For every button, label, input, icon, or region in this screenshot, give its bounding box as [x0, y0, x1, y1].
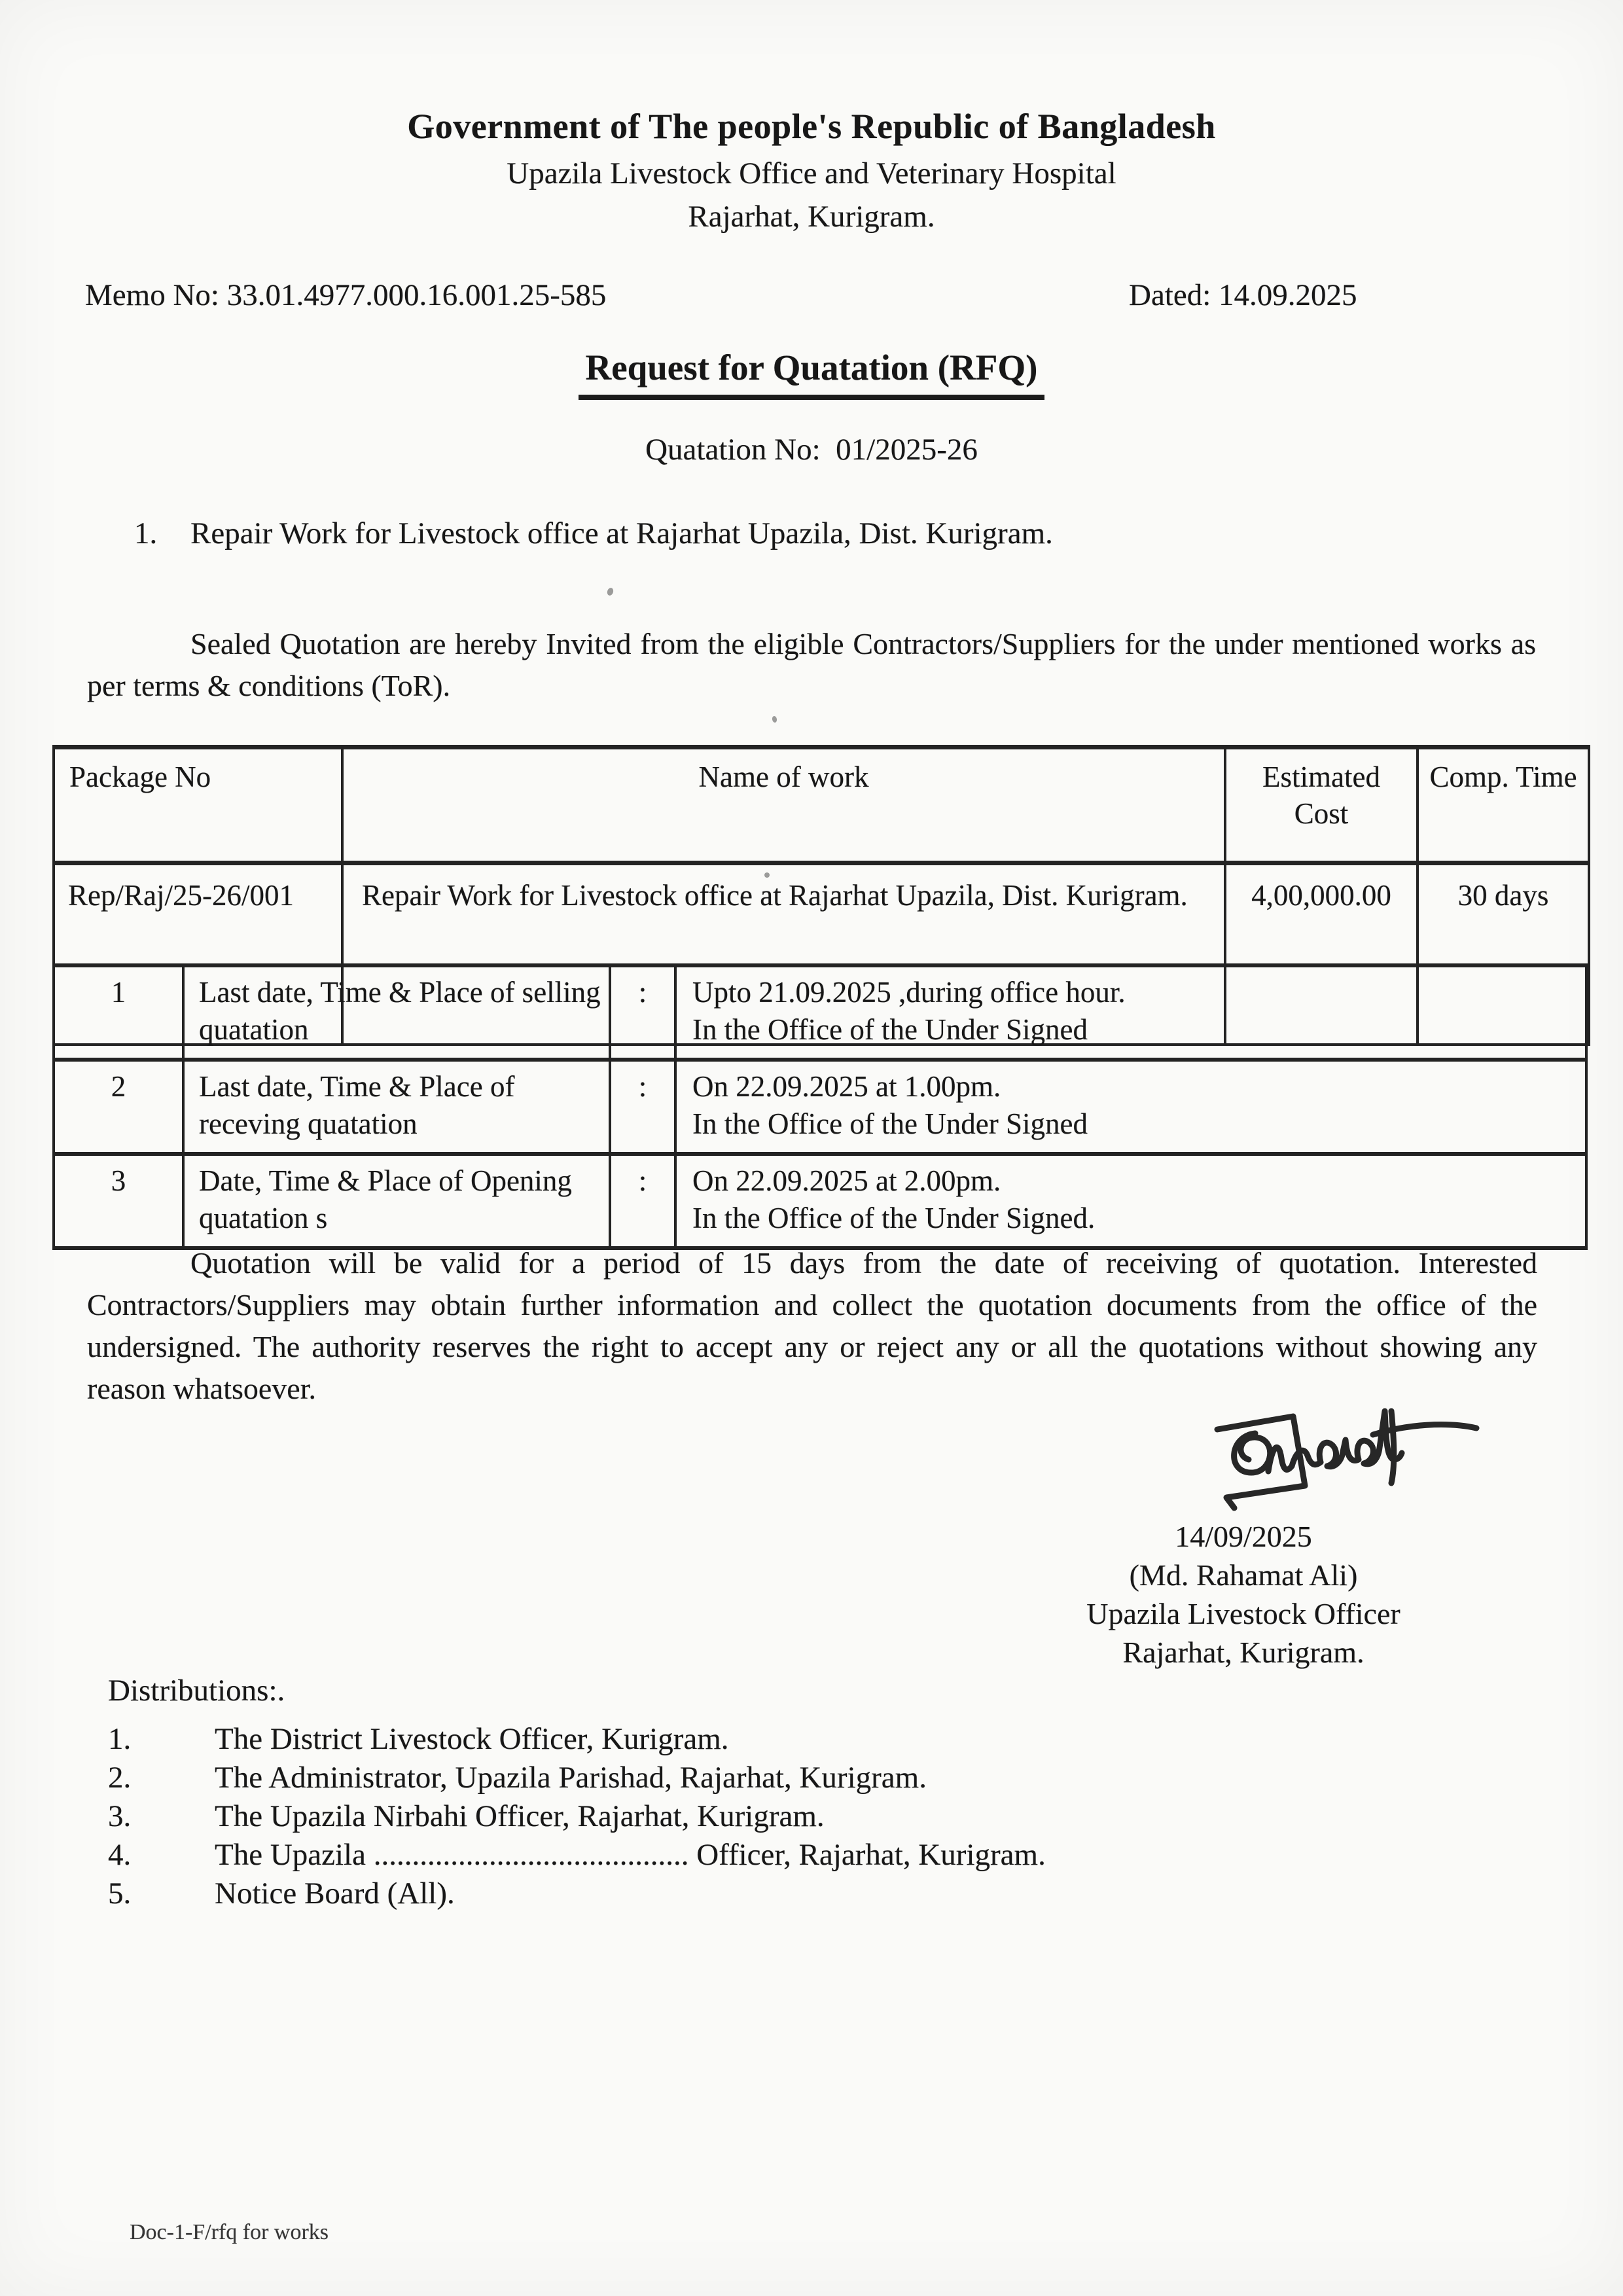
schedule-sl-cell: 1: [54, 965, 183, 1060]
schedule-label-cell: Date, Time & Place of Opening quatation s: [183, 1154, 610, 1248]
schedule-label-cell: Last date, Time & Place of receving quatation: [183, 1060, 610, 1154]
schedule-value-cell: [675, 1154, 1586, 1248]
schedule-value-line1: Upto 21.09.2025 ,during office hour.: [692, 976, 1126, 1009]
work-table-header-row: [54, 747, 1589, 863]
schedule-colon-cell: :: [610, 965, 675, 1060]
list-item-number: 1.: [108, 1722, 132, 1756]
work-table-header-cost: Estimated Cost: [1225, 747, 1418, 863]
list-item-text: Notice Board (All).: [215, 1876, 455, 1910]
work-item-number: 1.: [134, 516, 158, 550]
work-table-cost-cell: 4,00,000.00: [1225, 863, 1418, 1045]
schedule-row: [54, 1060, 1586, 1154]
signature-scribble: [1195, 1393, 1483, 1520]
validity-paragraph: Quotation will be valid for a period of 15 days from the date of receiving of quotation. Interested Contractors/Suppliers may obtain further information and collect the quotation documents from the office of the undersigned. The authority reserves the right to accept any or reject any or all the quotations without showing any reason whatsoever.: [87, 1246, 1537, 1405]
schedule-value-line2: In the Office of the Under Signed: [692, 1107, 1088, 1140]
list-item-number: 4.: [108, 1838, 132, 1872]
signatory-location: Rajarhat, Kurigram.: [1122, 1636, 1364, 1669]
list-item: [108, 1797, 1351, 1836]
intro-paragraph: Sealed Quotation are hereby Invited from the eligible Contractors/Suppliers for the under mentioned works as per terms & conditions (ToR).: [87, 627, 1536, 702]
schedule-table: [52, 963, 1588, 1250]
signature-ink: [1195, 1393, 1483, 1520]
memo-date: Dated: 14.09.2025: [1129, 278, 1357, 312]
signatory-title: Upazila Livestock Officer: [1086, 1597, 1400, 1630]
quotation-number: Quatation No: 01/2025-26: [645, 433, 978, 467]
schedule-row: [54, 1154, 1586, 1248]
work-item-text: Repair Work for Livestock office at Rajarhat Upazila, Dist. Kurigram.: [190, 516, 1053, 550]
list-item: [108, 1836, 1351, 1874]
work-table-name-cell: Repair Work for Livestock office at Rajarhat Upazila, Dist. Kurigram.: [342, 863, 1225, 1045]
signature-block: [1011, 1517, 1476, 1672]
schedule-colon-cell: :: [610, 1154, 675, 1248]
signatory-name: (Md. Rahamat Ali): [1129, 1558, 1358, 1592]
doc-reference: Doc-1-F/rfq for works: [130, 2220, 329, 2244]
list-item: [108, 1759, 1351, 1797]
work-item-line: [134, 516, 1053, 551]
work-table-package-cell: Rep/Raj/25-26/001: [54, 863, 342, 1045]
schedule-value-line2: In the Office of the Under Signed.: [692, 1202, 1096, 1234]
list-item-text: The Upazila Nirbahi Officer, Rajarhat, Kurigram.: [215, 1799, 825, 1833]
letterhead: [0, 106, 1623, 234]
schedule-row: [54, 965, 1586, 1060]
list-item: [108, 1874, 1351, 1913]
list-item: [108, 1720, 1351, 1759]
list-item-number: 2.: [108, 1761, 132, 1795]
scan-artifact: [606, 587, 614, 596]
list-item-number: 5.: [108, 1876, 132, 1910]
schedule-value-line1: On 22.09.2025 at 2.00pm.: [692, 1164, 1001, 1197]
office-name: Upazila Livestock Office and Veterinary Hospital: [507, 156, 1116, 190]
office-location: Rajarhat, Kurigram.: [688, 200, 935, 234]
schedule-sl-cell: 3: [54, 1154, 183, 1248]
list-item-number: 3.: [108, 1799, 132, 1833]
work-table-header-name: Name of work: [342, 747, 1225, 863]
signature-date: 14/09/2025: [1175, 1520, 1312, 1553]
rfq-title-wrap: [0, 347, 1623, 400]
memo-number: Memo No: 33.01.4977.000.16.001.25-585: [85, 278, 607, 312]
distributions: [108, 1673, 1351, 1913]
schedule-value-line2: In the Office of the Under Signed: [692, 1013, 1088, 1046]
work-table-header-time: Comp. Time: [1418, 747, 1589, 863]
list-item-text: The District Livestock Officer, Kurigram.: [215, 1722, 729, 1756]
list-item-text: The Upazila ......................................... Officer, Rajarhat, Kurigram.: [215, 1838, 1046, 1872]
schedule-colon-cell: :: [610, 1060, 675, 1154]
scan-artifact: [764, 872, 770, 878]
schedule-value-cell: [675, 965, 1586, 1060]
work-table-header-package: Package No: [54, 747, 342, 863]
rfq-title: Request for Quatation (RFQ): [579, 347, 1044, 400]
government-title: Government of The people's Republic of Bangladesh: [407, 107, 1216, 146]
schedule-value-line1: On 22.09.2025 at 1.00pm.: [692, 1070, 1001, 1103]
list-item-text: The Administrator, Upazila Parishad, Rajarhat, Kurigram.: [215, 1761, 927, 1795]
distributions-title: Distributions:.: [108, 1674, 285, 1708]
work-table-time-cell: 30 days: [1418, 863, 1589, 1045]
schedule-label-cell: Last date, Time & Place of selling quatation: [183, 965, 610, 1060]
schedule-value-cell: [675, 1060, 1586, 1154]
scan-artifact: [772, 715, 777, 723]
schedule-sl-cell: 2: [54, 1060, 183, 1154]
